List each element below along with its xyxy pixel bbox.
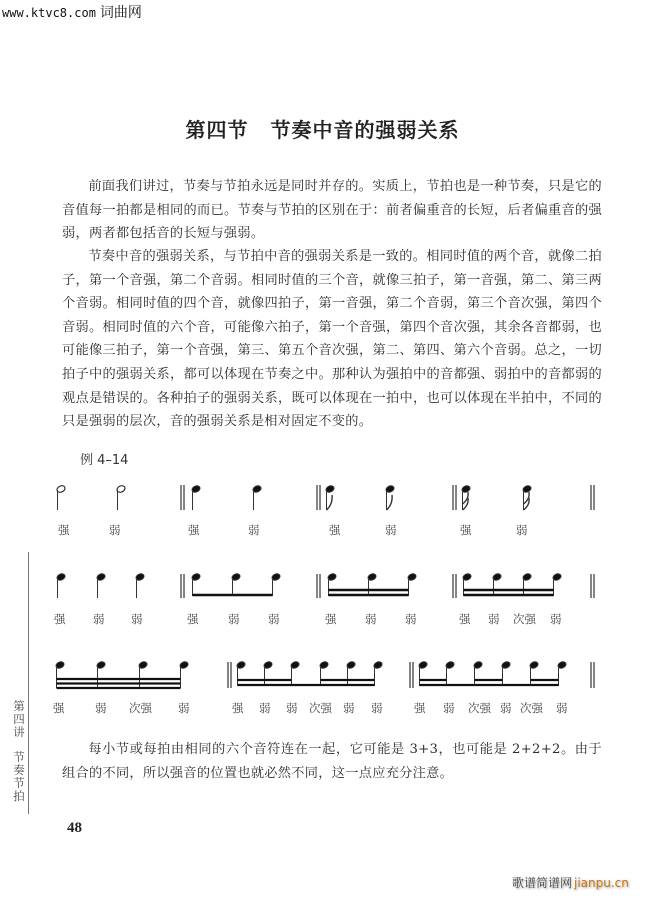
beat-label: 次强 xyxy=(309,701,332,715)
beat-label: 弱 xyxy=(95,701,107,715)
example-label: 例 4–14 xyxy=(80,453,129,468)
beat-label: 弱 xyxy=(343,701,355,715)
beat-label: 强 xyxy=(53,701,65,715)
beat-label: 弱 xyxy=(500,701,512,715)
beat-label: 弱 xyxy=(385,523,397,537)
beat-label: 次强 xyxy=(468,701,491,715)
page-number: 48 xyxy=(67,820,82,836)
row-1-notation xyxy=(56,485,594,510)
paragraph-2: 节奏中音的强弱关系，与节拍中音的强弱关系是一致的。相同时值的两个音，就像二拍子，第一个音强，第二个音弱。相同时值的三个音，就像三拍子，第一音强，第二、第三两个音弱。相同时值的四个音，就像四拍子，第一音强，第二个音弱，第三个音次强，第四个音弱。相同时值的六个音，可能像六拍子，第一个音强，第四个音次强，其余各音都弱，也可能像三拍子，第一个音强，第三、第五个音次强，第二、第四、第六个音弱。总之，一切拍子中的强弱关系，都可以体现在节奏之中。那种认为强拍中的音都强、弱拍中的音都弱的观点是错误的。各种拍子的强弱关系，既可以体现在一拍中，也可以体现在半拍中，不同的只是强弱的层次，音的强弱关系是相对固定不变的。 xyxy=(62,249,602,430)
beat-label: 弱 xyxy=(259,701,271,715)
beat-label: 强 xyxy=(58,523,70,537)
paragraph-1: 前面我们讲过，节奏与节拍永远是同时并存的。实质上，节拍也是一种节奏，只是它的音值每一拍都是相同的而已。节奏与节拍的区别在于：前者偏重音的长短，后者偏重音的强弱，两者都包括音的长短与强弱。 xyxy=(62,179,602,242)
beat-label: 强 xyxy=(329,523,341,537)
watermark-site-name: 词曲网 xyxy=(99,5,142,21)
beat-label: 弱 xyxy=(228,612,240,626)
beat-label: 弱 xyxy=(405,612,417,626)
margin-chapter-tab xyxy=(12,700,26,803)
beat-label: 弱 xyxy=(488,612,500,626)
margin-topic: 节奏节拍 xyxy=(13,750,25,803)
beat-label: 弱 xyxy=(516,523,528,537)
watermark-bottom-url: jianpu.cn xyxy=(574,876,629,890)
beat-label: 弱 xyxy=(371,701,383,715)
beat-label: 强 xyxy=(54,612,66,626)
beat-label: 弱 xyxy=(556,701,568,715)
watermark-bottom xyxy=(512,874,629,891)
beat-label: 强 xyxy=(459,612,471,626)
beat-label: 强 xyxy=(187,612,199,626)
beat-label: 强 xyxy=(188,523,200,537)
beat-label: 弱 xyxy=(109,523,121,537)
watermark-bottom-site: 歌谱简谱网 xyxy=(512,876,573,890)
paragraph-3: 每小节或每拍由相同的六个音符连在一起，它可能是 3+3，也可能是 2+2+2。由于组合的不同，所以强音的位置也就必然不同，这一点应充分注意。 xyxy=(62,742,602,781)
beat-label: 弱 xyxy=(178,701,190,715)
section-heading: 节奏中音的强弱关系 xyxy=(270,118,460,142)
beat-label: 弱 xyxy=(443,701,455,715)
beat-label: 弱 xyxy=(268,612,280,626)
beat-label: 强 xyxy=(232,701,244,715)
watermark-url: www.ktvc8.com xyxy=(2,6,96,20)
beat-label: 强 xyxy=(325,612,337,626)
beat-label: 弱 xyxy=(131,612,143,626)
beat-label: 强 xyxy=(414,701,426,715)
section-number: 第四节 xyxy=(185,118,249,142)
margin-rule xyxy=(28,552,29,814)
beat-label: 弱 xyxy=(365,612,377,626)
beat-label: 次强 xyxy=(129,701,152,715)
beat-label: 强 xyxy=(460,523,472,537)
row-3-notation xyxy=(55,661,594,688)
beat-label: 弱 xyxy=(248,523,260,537)
margin-chapter: 第四讲 xyxy=(13,699,25,739)
row-2-notation xyxy=(56,573,594,598)
beat-label: 弱 xyxy=(93,612,105,626)
beat-label: 弱 xyxy=(550,612,562,626)
beat-label: 次强 xyxy=(513,612,536,626)
beat-label: 次强 xyxy=(520,701,543,715)
beat-label: 弱 xyxy=(286,701,298,715)
